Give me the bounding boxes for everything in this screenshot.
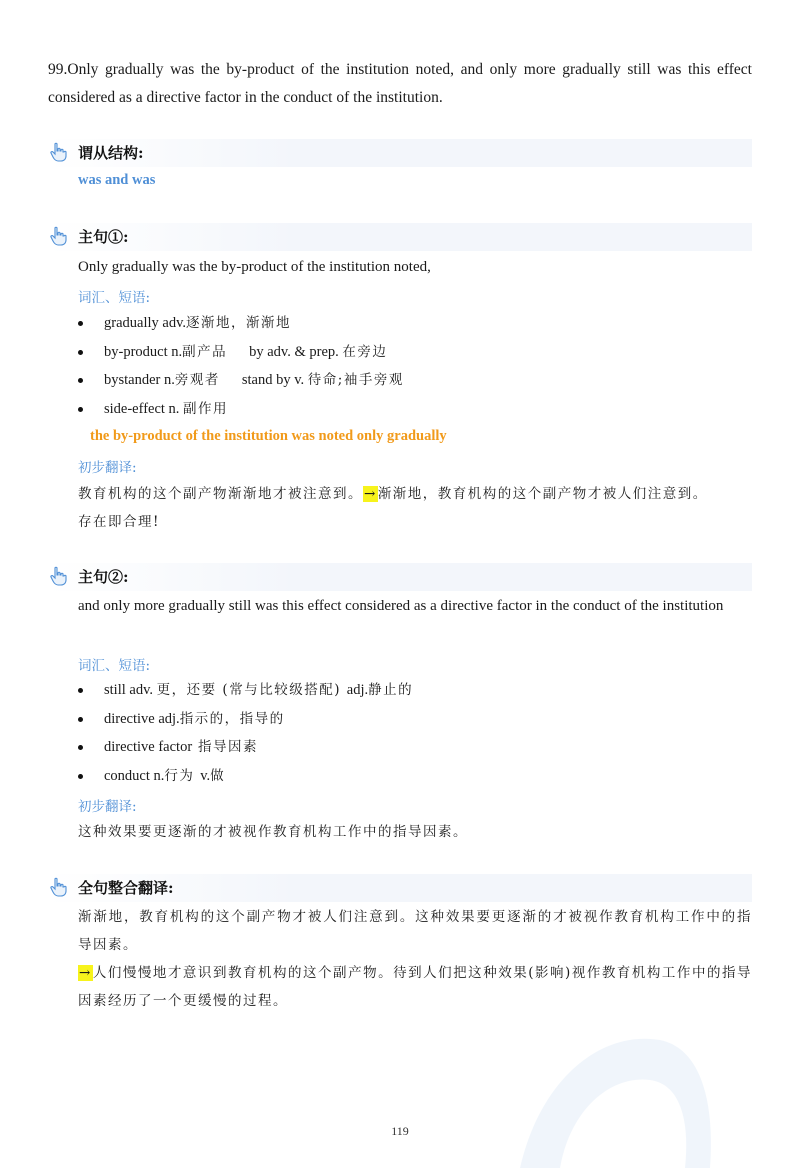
arrow-icon: → xyxy=(79,965,92,981)
list-item xyxy=(78,338,752,367)
main2-translation: 这种效果要更逐渐的才被视作教育机构工作中的指导因素。 xyxy=(78,824,468,840)
vocab-term: conduct n. xyxy=(104,767,165,784)
vocab-meaning: 逐渐地，渐渐地 xyxy=(186,315,292,331)
predicate-value: was and was xyxy=(78,172,156,188)
main2-vocab-label: 词汇、短语: xyxy=(78,658,151,674)
bullet-icon xyxy=(78,688,83,693)
vocab-term: directive adj. xyxy=(104,710,180,727)
vocab-meaning: 副作用 xyxy=(183,400,229,417)
vocab-meaning: 更，还要 (常与比较级搭配) xyxy=(156,682,347,698)
bullet-icon xyxy=(78,378,83,383)
section-title: 谓从结构: xyxy=(78,144,144,162)
list-item xyxy=(78,762,752,791)
pointing-hand-icon xyxy=(48,142,68,162)
section-title: 主句①: xyxy=(78,228,129,246)
list-item xyxy=(78,705,752,734)
vocab-meaning: 静止的 xyxy=(368,682,414,698)
list-item xyxy=(78,309,752,338)
section-title: 主句②: xyxy=(78,568,129,586)
main1-trans-label: 初步翻译: xyxy=(78,460,137,476)
vocab-meaning: 指示的，指导的 xyxy=(179,710,285,727)
bullet-icon xyxy=(78,407,83,412)
vocab-meaning: 副产品 xyxy=(182,343,228,360)
vocab-term: directive factor xyxy=(104,739,193,755)
section-main1-heading xyxy=(48,223,752,251)
vocab-term: bystander n. xyxy=(104,372,175,388)
main2-vocab-list xyxy=(78,676,752,790)
vocab-term: stand by v. xyxy=(241,372,305,388)
bullet-icon xyxy=(78,321,83,326)
vocab-meaning: 做 xyxy=(210,767,226,784)
section-predicate-heading xyxy=(48,139,752,167)
main1-vocab-list xyxy=(78,309,752,423)
list-item xyxy=(78,676,752,705)
section-title: 全句整合翻译: xyxy=(78,879,174,897)
translation-refined: 渐渐地，教育机构的这个副产物才被人们注意到。 xyxy=(377,486,708,502)
vocab-term: adj. xyxy=(346,682,369,698)
translation-literal: 教育机构的这个副产物渐渐地才被注意到。 xyxy=(78,486,363,502)
list-item xyxy=(78,395,752,424)
vocab-meaning: 旁观者 xyxy=(174,372,220,388)
full-translation-literal: 渐渐地，教育机构的这个副产物才被人们注意到。这种效果要更逐渐的才被视作教育机构工作中的指导因素。 xyxy=(78,909,752,953)
bullet-icon xyxy=(78,745,83,750)
vocab-meaning: 待命;袖手旁观 xyxy=(307,372,404,388)
vocab-term: by adv. & prep. xyxy=(249,343,339,360)
pointing-hand-icon xyxy=(48,877,68,897)
arrow-icon: → xyxy=(364,486,377,502)
pointing-hand-icon xyxy=(48,226,68,246)
section-main2-heading xyxy=(48,563,752,591)
main2-text: and only more gradually still was this effect considered as a directive factor in the conduct of the institution xyxy=(78,598,724,614)
section-full-heading xyxy=(48,874,752,902)
vocab-term: gradually adv. xyxy=(104,315,187,331)
original-sentence: 99.Only gradually was the by-product of the institution noted, and only more gradually still was this effect considered as a directive factor in the conduct of the institution. xyxy=(48,61,752,106)
main1-text: Only gradually was the by-product of the institution noted, xyxy=(78,259,431,275)
list-item xyxy=(78,733,752,762)
main1-translation xyxy=(78,480,752,536)
main2-trans-label: 初步翻译: xyxy=(78,799,137,815)
translation-refined-text: 人们慢慢地才意识到教育机构的这个副产物。待到人们把这种效果(影响)视作教育机构工作中的指导因素经历了一个更缓慢的过程。 xyxy=(78,965,752,1009)
vocab-meaning: 行为 xyxy=(164,767,201,784)
full-translation-refined xyxy=(78,959,752,1015)
bullet-icon xyxy=(78,774,83,779)
translation-comment: 存在即合理! xyxy=(78,514,160,530)
page-number: 119 xyxy=(391,1124,409,1138)
watermark-logo xyxy=(500,1020,720,1168)
main1-restructured: the by-product of the institution was noted only gradually xyxy=(90,428,447,444)
pointing-hand-icon xyxy=(48,566,68,586)
vocab-term: side-effect n. xyxy=(104,400,180,417)
vocab-meaning: 指导因素 xyxy=(192,739,258,755)
vocab-term: still adv. xyxy=(104,682,154,698)
vocab-meaning: 在旁边 xyxy=(342,343,388,360)
vocab-term: v. xyxy=(200,767,211,784)
bullet-icon xyxy=(78,350,83,355)
vocab-term: by-product n. xyxy=(104,343,183,360)
main1-vocab-label: 词汇、短语: xyxy=(78,290,151,306)
bullet-icon xyxy=(78,717,83,722)
list-item xyxy=(78,366,752,395)
